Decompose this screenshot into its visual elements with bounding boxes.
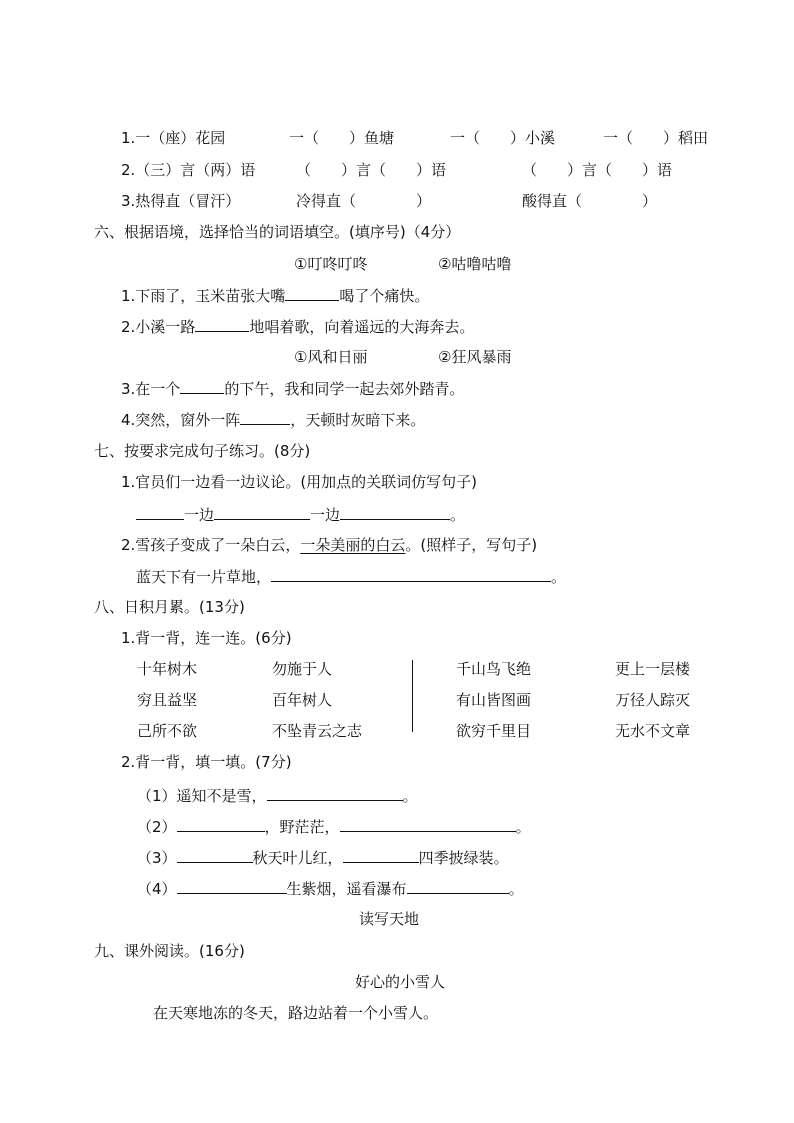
- q8-rc1-1[interactable]: 有山皆图画: [456, 691, 532, 709]
- q6-s3-line: [121, 377, 464, 400]
- q8-f2-blank-2[interactable]: [340, 815, 516, 832]
- q8-lc1-0[interactable]: 十年树木: [137, 660, 198, 678]
- q8-lc2-1[interactable]: 百年树人: [272, 691, 333, 709]
- q7-s1a-blank-2[interactable]: [214, 503, 310, 520]
- q7-title: 七、按要求完成句子练习。(8分): [94, 442, 311, 460]
- q7-s1a-w2: 一边: [310, 506, 341, 524]
- story-title: 好心的小雪人: [355, 973, 446, 991]
- q6-s3-blank[interactable]: [180, 377, 224, 394]
- q8-rc2-2[interactable]: 无水不文章: [615, 722, 691, 740]
- q8-f4-blank-1[interactable]: [177, 877, 287, 894]
- q7-s2d-end: 。: [551, 568, 567, 586]
- q8-f1-pre: （1）遥知不是雪，: [137, 787, 267, 805]
- q6-s4-pre: 4.突然，窗外一阵: [121, 411, 241, 429]
- q7-s2-underlined: 一朵美丽的白云: [300, 536, 406, 554]
- q7-s1a-w1: 一边: [184, 506, 215, 524]
- q8-rc1-2[interactable]: 欲穷千里目: [456, 722, 532, 740]
- q8-f4-mid: 生紫烟，遥看瀑布: [286, 880, 407, 898]
- q8-f3-blank-1[interactable]: [177, 846, 253, 863]
- q7-s1a-blank-1[interactable]: [136, 503, 184, 520]
- q5-r1-c: 一（ ）小溪: [450, 129, 556, 147]
- story-p1: 在天寒地冻的冬天，路边站着一个小雪人。: [153, 1004, 439, 1022]
- q8-lc2-0[interactable]: 勿施于人: [272, 660, 333, 678]
- q8-f3-end: 四季披绿装。: [418, 849, 509, 867]
- q7-s2-post: 。(照样子，写句子): [405, 536, 538, 554]
- q6-s4-line: [121, 408, 425, 431]
- q8-rc2-0[interactable]: 更上一层楼: [615, 660, 691, 678]
- q7-s2d-blank[interactable]: [271, 565, 551, 582]
- q8-f3-line: [137, 846, 509, 869]
- q6-s1-pre: 1.下雨了，玉米苗张大嘴: [121, 287, 286, 305]
- q5-r1-a: 1.一（座）花园: [121, 129, 226, 147]
- q6-s2-post: 地唱着歌，向着遥远的大海奔去。: [249, 318, 475, 336]
- q6-s1-line: [121, 284, 429, 307]
- q8-sub2: 2.背一背，填一填。(7分): [121, 753, 292, 771]
- q5-r2-b: （ ）言（ ）语: [296, 161, 447, 179]
- q8-f1-blank[interactable]: [267, 784, 403, 801]
- q7-s1a-end: 。: [450, 506, 466, 524]
- q7-s1a-line: [136, 503, 465, 526]
- q8-f4-line: [137, 877, 524, 900]
- q5-r3-b: 冷得直（ ）: [296, 192, 432, 210]
- q7-s2d-pre: 蓝天下有一片草地，: [136, 568, 272, 586]
- q8-f1-end: 。: [402, 787, 418, 805]
- q8-f2-line: [137, 815, 531, 838]
- q8-f3-mid: 秋天叶儿红，: [252, 849, 343, 867]
- q8-rc2-1[interactable]: 万径人踪灭: [615, 691, 691, 709]
- q8-f4-end: 。: [508, 880, 524, 898]
- q6-s1-post: 喝了个痛快。: [339, 287, 430, 305]
- q8-f3-blank-2[interactable]: [343, 846, 419, 863]
- q6-title: 六、根据语境，选择恰当的词语填空。(填序号)（4分）: [94, 223, 461, 241]
- q6-s2-blank[interactable]: [195, 315, 249, 332]
- q5-r2-c: （ ）言（ ）语: [522, 161, 673, 179]
- q8-f4-pre: （4）: [137, 880, 177, 898]
- q8-title: 八、日积月累。(13分): [94, 598, 245, 616]
- q6-s3-pre: 3.在一个: [121, 380, 181, 398]
- q8-lc1-2[interactable]: 己所不欲: [137, 722, 198, 740]
- q5-r3-a: 3.热得直（冒汗）: [121, 192, 241, 210]
- q6-opt1-b: ②咕噜咕噜: [438, 255, 512, 273]
- q8-f2-mid: ，野茫茫，: [264, 818, 340, 836]
- q8-rc1-0[interactable]: 千山鸟飞绝: [456, 660, 532, 678]
- q6-s3-post: 的下午，我和同学一起去郊外踏青。: [224, 380, 465, 398]
- q7-s1a-blank-3[interactable]: [340, 503, 450, 520]
- q8-lc1-1[interactable]: 穷且益坚: [137, 691, 198, 709]
- q6-s2-pre: 2.小溪一路: [121, 318, 196, 336]
- q6-opt2-b: ②狂风暴雨: [438, 348, 512, 366]
- q5-r2-a: 2.（三）言（两）语: [121, 161, 256, 179]
- q6-s1-blank[interactable]: [285, 284, 339, 301]
- q6-opt1-a: ①叮咚叮咚: [294, 255, 368, 273]
- match-divider: [412, 660, 413, 732]
- q5-r1-d: 一（ ）稻田: [603, 129, 709, 147]
- q7-s2-pre: 2.雪孩子变成了一朵白云，: [121, 536, 301, 554]
- q8-sub1: 1.背一背，连一连。(6分): [121, 629, 292, 647]
- q8-lc2-2[interactable]: 不坠青云之志: [272, 722, 363, 740]
- q8-f3-pre: （3）: [137, 849, 177, 867]
- q8-f2-pre: （2）: [137, 818, 177, 836]
- q6-s4-blank[interactable]: [240, 408, 290, 425]
- q8-f4-blank-2[interactable]: [407, 877, 509, 894]
- q5-r3-c: 酸得直（ ）: [522, 192, 658, 210]
- q6-s4-post: ，天顿时灰暗下来。: [290, 411, 426, 429]
- q8-f2-end: 。: [515, 818, 531, 836]
- section-heading: 读写天地: [359, 910, 420, 928]
- q8-f1-line: [137, 784, 418, 807]
- q6-opt2-a: ①风和日丽: [294, 348, 368, 366]
- q5-r1-b: 一（ ）鱼塘: [289, 129, 395, 147]
- q7-s2-line: [121, 534, 537, 556]
- q8-f2-blank-1[interactable]: [177, 815, 265, 832]
- q7-s1-text: 1.官员们一边看一边议论。(用加点的关联词仿写句子): [121, 473, 478, 491]
- q7-s2d-line: [136, 565, 566, 588]
- q9-title: 九、课外阅读。(16分): [94, 942, 245, 960]
- q6-s2-line: [121, 315, 474, 338]
